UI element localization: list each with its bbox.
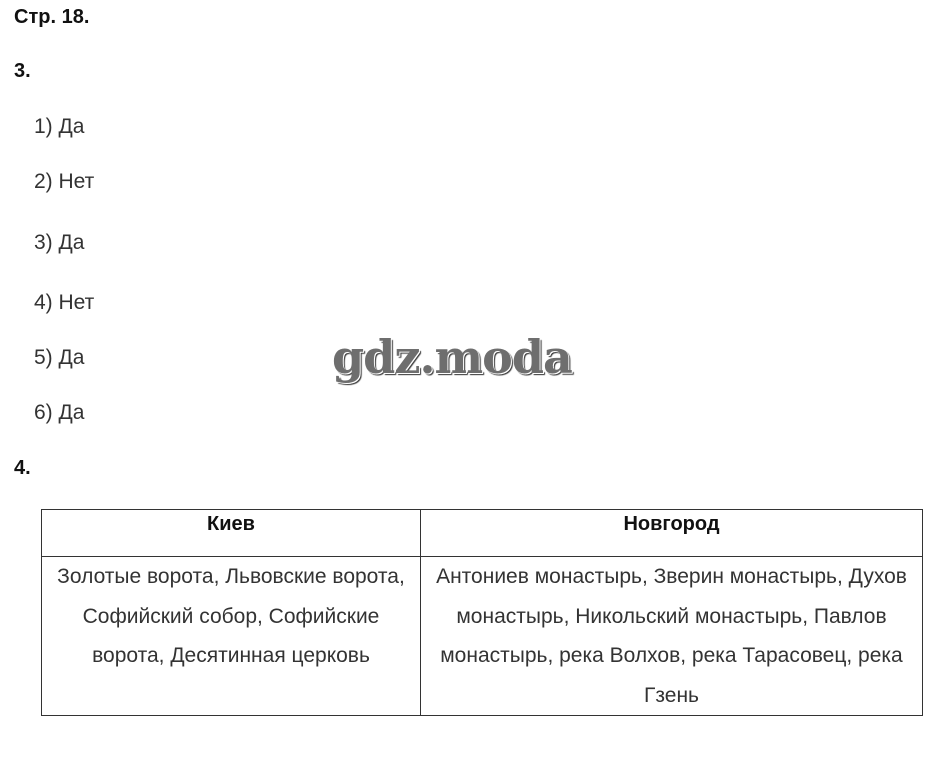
cell-kiev-landmarks: Золотые ворота, Львовские ворота, Софийский собор, Софийские ворота, Десятинная церковь (42, 557, 421, 716)
table-header-row (42, 510, 923, 557)
column-header-novgorod: Новгород (421, 510, 923, 557)
section-4-number: 4. (14, 457, 31, 479)
answer-item-2: 2) Нет (34, 170, 95, 193)
cell-novgorod-landmarks: Антониев монастырь, Зверин монастырь, Духов монастырь, Никольский монастырь, Павлов монастырь, река Волхов, река Тарасовец, река Гзень (421, 557, 923, 716)
answer-item-4: 4) Нет (34, 291, 95, 314)
answer-item-6: 6) Да (34, 401, 85, 424)
section-3-number: 3. (14, 60, 31, 82)
answer-item-1: 1) Да (34, 115, 85, 138)
table-row (42, 557, 923, 716)
answer-item-5: 5) Да (34, 346, 85, 369)
answer-item-3: 3) Да (34, 231, 85, 254)
watermark-logo: gdz.moda (332, 330, 572, 384)
page-header: Стр. 18. (14, 6, 90, 28)
cities-table (41, 509, 923, 716)
column-header-kiev: Киев (42, 510, 421, 557)
